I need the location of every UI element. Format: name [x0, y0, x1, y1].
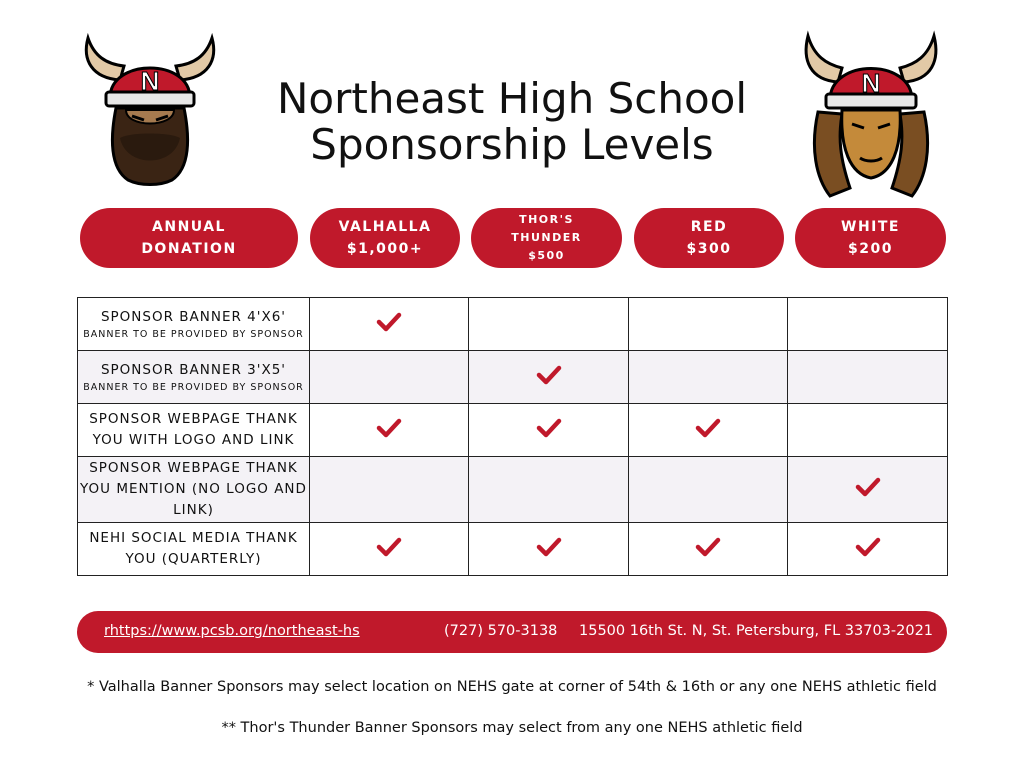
benefit-main-line: YOU WITH LOGO AND LINK	[92, 432, 295, 448]
benefit-label	[78, 298, 310, 351]
header-level-red	[634, 208, 784, 268]
table-row	[78, 351, 948, 404]
benefit-main-line: SPONSOR WEBPAGE THANK	[89, 411, 298, 427]
check-cell	[629, 457, 788, 523]
check-cell	[469, 457, 629, 523]
benefit-main-line: NEHI SOCIAL MEDIA THANK	[89, 530, 298, 546]
checkmark-icon	[376, 417, 402, 439]
check-cell	[788, 404, 948, 457]
check-cell	[788, 523, 948, 576]
checkmark-icon	[536, 417, 562, 439]
level-name: VALHALLA	[338, 219, 432, 235]
checkmark-icon	[536, 536, 562, 558]
check-cell	[629, 351, 788, 404]
level-amount: $1,000+	[346, 241, 424, 257]
table-row	[78, 404, 948, 457]
level-amount: $300	[686, 241, 732, 257]
header-donation-line-1: ANNUAL	[152, 219, 226, 235]
note-thors-thunder: ** Thor's Thunder Banner Sponsors may select from any one NEHS athletic field	[221, 720, 803, 736]
check-cell	[629, 298, 788, 351]
contact-bar	[77, 611, 947, 653]
table-row	[78, 523, 948, 576]
logo-letter: N	[140, 66, 160, 96]
level-name: RED	[690, 219, 728, 235]
table-row	[78, 457, 948, 523]
checkmark-icon	[855, 536, 881, 558]
title-line-1: Northeast High School	[276, 74, 748, 123]
benefit-main-line: SPONSOR WEBPAGE THANK	[89, 460, 298, 476]
level-amount: $200	[848, 241, 893, 257]
level-amount: $500	[528, 249, 565, 262]
benefit-main-line: LINK)	[173, 502, 214, 518]
check-cell	[310, 457, 469, 523]
benefit-sub: BANNER TO BE PROVIDED BY SPONSOR	[83, 328, 304, 340]
website-link[interactable]: rhttps://www.pcsb.org/northeast-hs	[104, 623, 360, 639]
benefit-main-line: YOU MENTION (NO LOGO AND	[80, 481, 307, 497]
header-level-white	[795, 208, 946, 268]
note-valhalla: * Valhalla Banner Sponsors may select location on NEHS gate at corner of 54th & 16th or any one NEHS athletic field	[87, 679, 937, 695]
check-cell	[469, 298, 629, 351]
check-cell	[469, 351, 629, 404]
header-donation-line-2: DONATION	[141, 241, 237, 257]
checkmark-icon	[855, 476, 881, 498]
benefit-label	[78, 351, 310, 404]
check-cell	[788, 351, 948, 404]
viking-woman-mascot-icon	[800, 28, 942, 200]
checkmark-icon	[376, 311, 402, 333]
check-cell	[310, 404, 469, 457]
benefit-main: SPONSOR BANNER 3'X5'	[100, 361, 287, 378]
level-name: WHITE	[841, 219, 900, 235]
phone-number: (727) 570-3138	[444, 623, 558, 639]
check-cell	[310, 298, 469, 351]
table-row	[78, 298, 948, 351]
title-line-2: Sponsorship Levels	[310, 120, 714, 169]
header-annual-donation	[80, 208, 298, 268]
checkmark-icon	[695, 417, 721, 439]
checkmark-icon	[536, 364, 562, 386]
viking-man-mascot-icon	[80, 28, 220, 188]
check-cell	[629, 523, 788, 576]
header-level-thors-thunder	[471, 208, 622, 268]
benefit-label	[78, 457, 310, 523]
benefit-label	[78, 404, 310, 457]
benefits-table	[77, 297, 948, 576]
benefit-sub: BANNER TO BE PROVIDED BY SPONSOR	[83, 381, 304, 393]
logo-letter: N	[861, 68, 881, 98]
check-cell	[310, 523, 469, 576]
benefit-label	[78, 523, 310, 576]
benefit-main: SPONSOR BANNER 4'X6'	[100, 308, 287, 325]
header-level-valhalla	[310, 208, 460, 268]
check-cell	[469, 523, 629, 576]
checkmark-icon	[695, 536, 721, 558]
check-cell	[629, 404, 788, 457]
level-name-line-1: THOR'S	[519, 213, 574, 226]
check-cell	[788, 457, 948, 523]
address: 15500 16th St. N, St. Petersburg, FL 33703-2021	[579, 623, 934, 639]
check-cell	[469, 404, 629, 457]
benefit-main-line: YOU (QUARTERLY)	[125, 551, 262, 567]
level-name-line-2: THUNDER	[511, 231, 582, 244]
checkmark-icon	[376, 536, 402, 558]
page-title	[230, 76, 794, 168]
check-cell	[788, 298, 948, 351]
check-cell	[310, 351, 469, 404]
